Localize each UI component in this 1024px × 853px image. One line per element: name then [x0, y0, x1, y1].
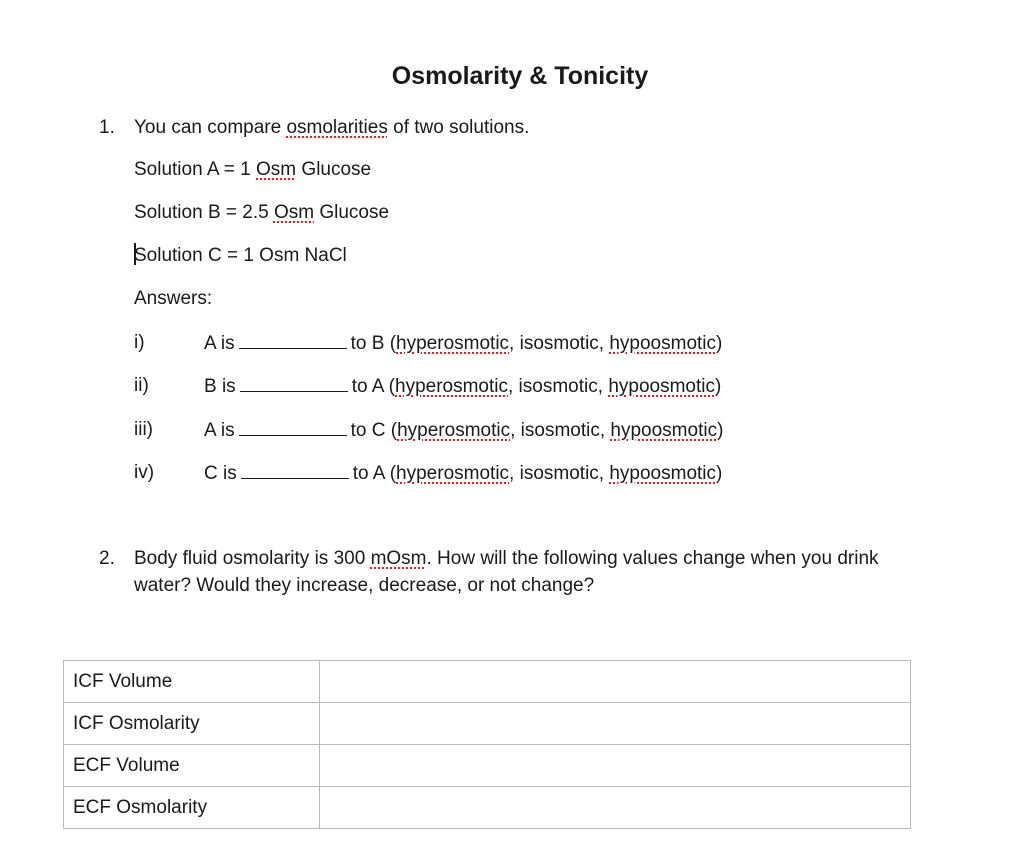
q2-line1-after: . How will the following values change when you drink	[426, 548, 879, 569]
table-answer-cell[interactable]	[320, 703, 911, 745]
answer-target: to A	[352, 463, 385, 484]
paren-open: (	[390, 420, 398, 441]
table-answer-cell[interactable]	[320, 661, 911, 703]
table-row	[64, 661, 911, 703]
q1-prompt-after: of two solutions.	[393, 117, 530, 138]
answer-target: to C	[350, 420, 386, 441]
table-answer-cell[interactable]	[320, 787, 911, 829]
fluid-change-table	[63, 660, 911, 829]
solution-a-after: Glucose	[301, 159, 372, 180]
answer-blank[interactable]	[241, 460, 349, 479]
paren-open: (	[389, 463, 397, 484]
option-hypoosmotic: hypoosmotic	[610, 420, 718, 441]
answer-statement	[204, 417, 723, 444]
option-hypoosmotic: hypoosmotic	[609, 333, 717, 354]
page-title: Osmolarity & Tonicity	[391, 62, 649, 90]
q1-number: 1.	[99, 117, 115, 138]
solution-b-unit: Osm	[273, 202, 315, 223]
table-row-label: ICF Osmolarity	[64, 703, 320, 745]
answer-subject: C is	[204, 463, 237, 484]
option-isosmotic: , isosmotic,	[509, 463, 610, 484]
answer-subject: A is	[204, 333, 235, 354]
q2-prompt-line1	[134, 546, 879, 572]
solution-a-unit: Osm	[256, 159, 297, 180]
answer-subject: A is	[204, 420, 235, 441]
solution-b-after: Glucose	[319, 202, 390, 223]
q2-line1-unit: mOsm	[370, 548, 427, 569]
solution-c[interactable]	[134, 243, 347, 269]
paren-close: )	[714, 376, 722, 397]
solution-c-text: Solution C = 1 Osm NaCl	[134, 245, 347, 266]
solution-b	[134, 200, 389, 226]
answer-statement	[204, 460, 722, 487]
option-hyperosmotic: hyperosmotic	[397, 420, 511, 441]
paren-close: )	[716, 463, 723, 484]
answer-target: to B	[350, 333, 385, 354]
option-isosmotic: , isosmotic,	[509, 333, 610, 354]
table-answer-cell[interactable]	[320, 745, 911, 787]
solution-b-before: Solution B = 2.5	[134, 202, 269, 223]
answer-number: i)	[134, 332, 145, 353]
option-hyperosmotic: hyperosmotic	[395, 376, 508, 397]
answer-blank[interactable]	[239, 330, 347, 349]
q1-prompt	[134, 115, 529, 141]
q2-line1-before: Body fluid osmolarity is 300	[134, 548, 366, 569]
answer-blank[interactable]	[240, 373, 348, 392]
option-hypoosmotic: hypoosmotic	[609, 463, 717, 484]
answer-statement	[204, 330, 722, 357]
option-hypoosmotic: hypoosmotic	[608, 376, 715, 397]
answer-subject: B is	[204, 376, 236, 397]
answer-number: iii)	[134, 419, 153, 440]
option-hyperosmotic: hyperosmotic	[396, 463, 510, 484]
table-row-label: ICF Volume	[64, 661, 320, 703]
q2-number: 2.	[99, 548, 115, 569]
option-hyperosmotic: hyperosmotic	[396, 333, 510, 354]
answer-blank[interactable]	[239, 417, 347, 436]
option-isosmotic: , isosmotic,	[508, 376, 609, 397]
paren-open: (	[388, 376, 395, 397]
table-row	[64, 703, 911, 745]
answer-number: iv)	[134, 462, 155, 483]
answer-target: to A	[351, 376, 384, 397]
paren-close: )	[716, 333, 723, 354]
q1-prompt-before: You can compare	[134, 117, 282, 138]
paren-open: (	[389, 333, 397, 354]
paren-close: )	[717, 420, 724, 441]
answers-label: Answers:	[134, 288, 213, 309]
solution-a-before: Solution A = 1	[134, 159, 251, 180]
answer-number: ii)	[134, 375, 149, 396]
q1-prompt-term: osmolarities	[286, 117, 388, 138]
table-row-label: ECF Volume	[64, 745, 320, 787]
answer-statement	[204, 373, 721, 400]
table-row-label: ECF Osmolarity	[64, 787, 320, 829]
table-row	[64, 745, 911, 787]
q2-prompt-line2: water? Would they increase, decrease, or not change?	[134, 575, 595, 596]
option-isosmotic: , isosmotic,	[510, 420, 611, 441]
table-row	[64, 787, 911, 829]
solution-a	[134, 157, 371, 183]
